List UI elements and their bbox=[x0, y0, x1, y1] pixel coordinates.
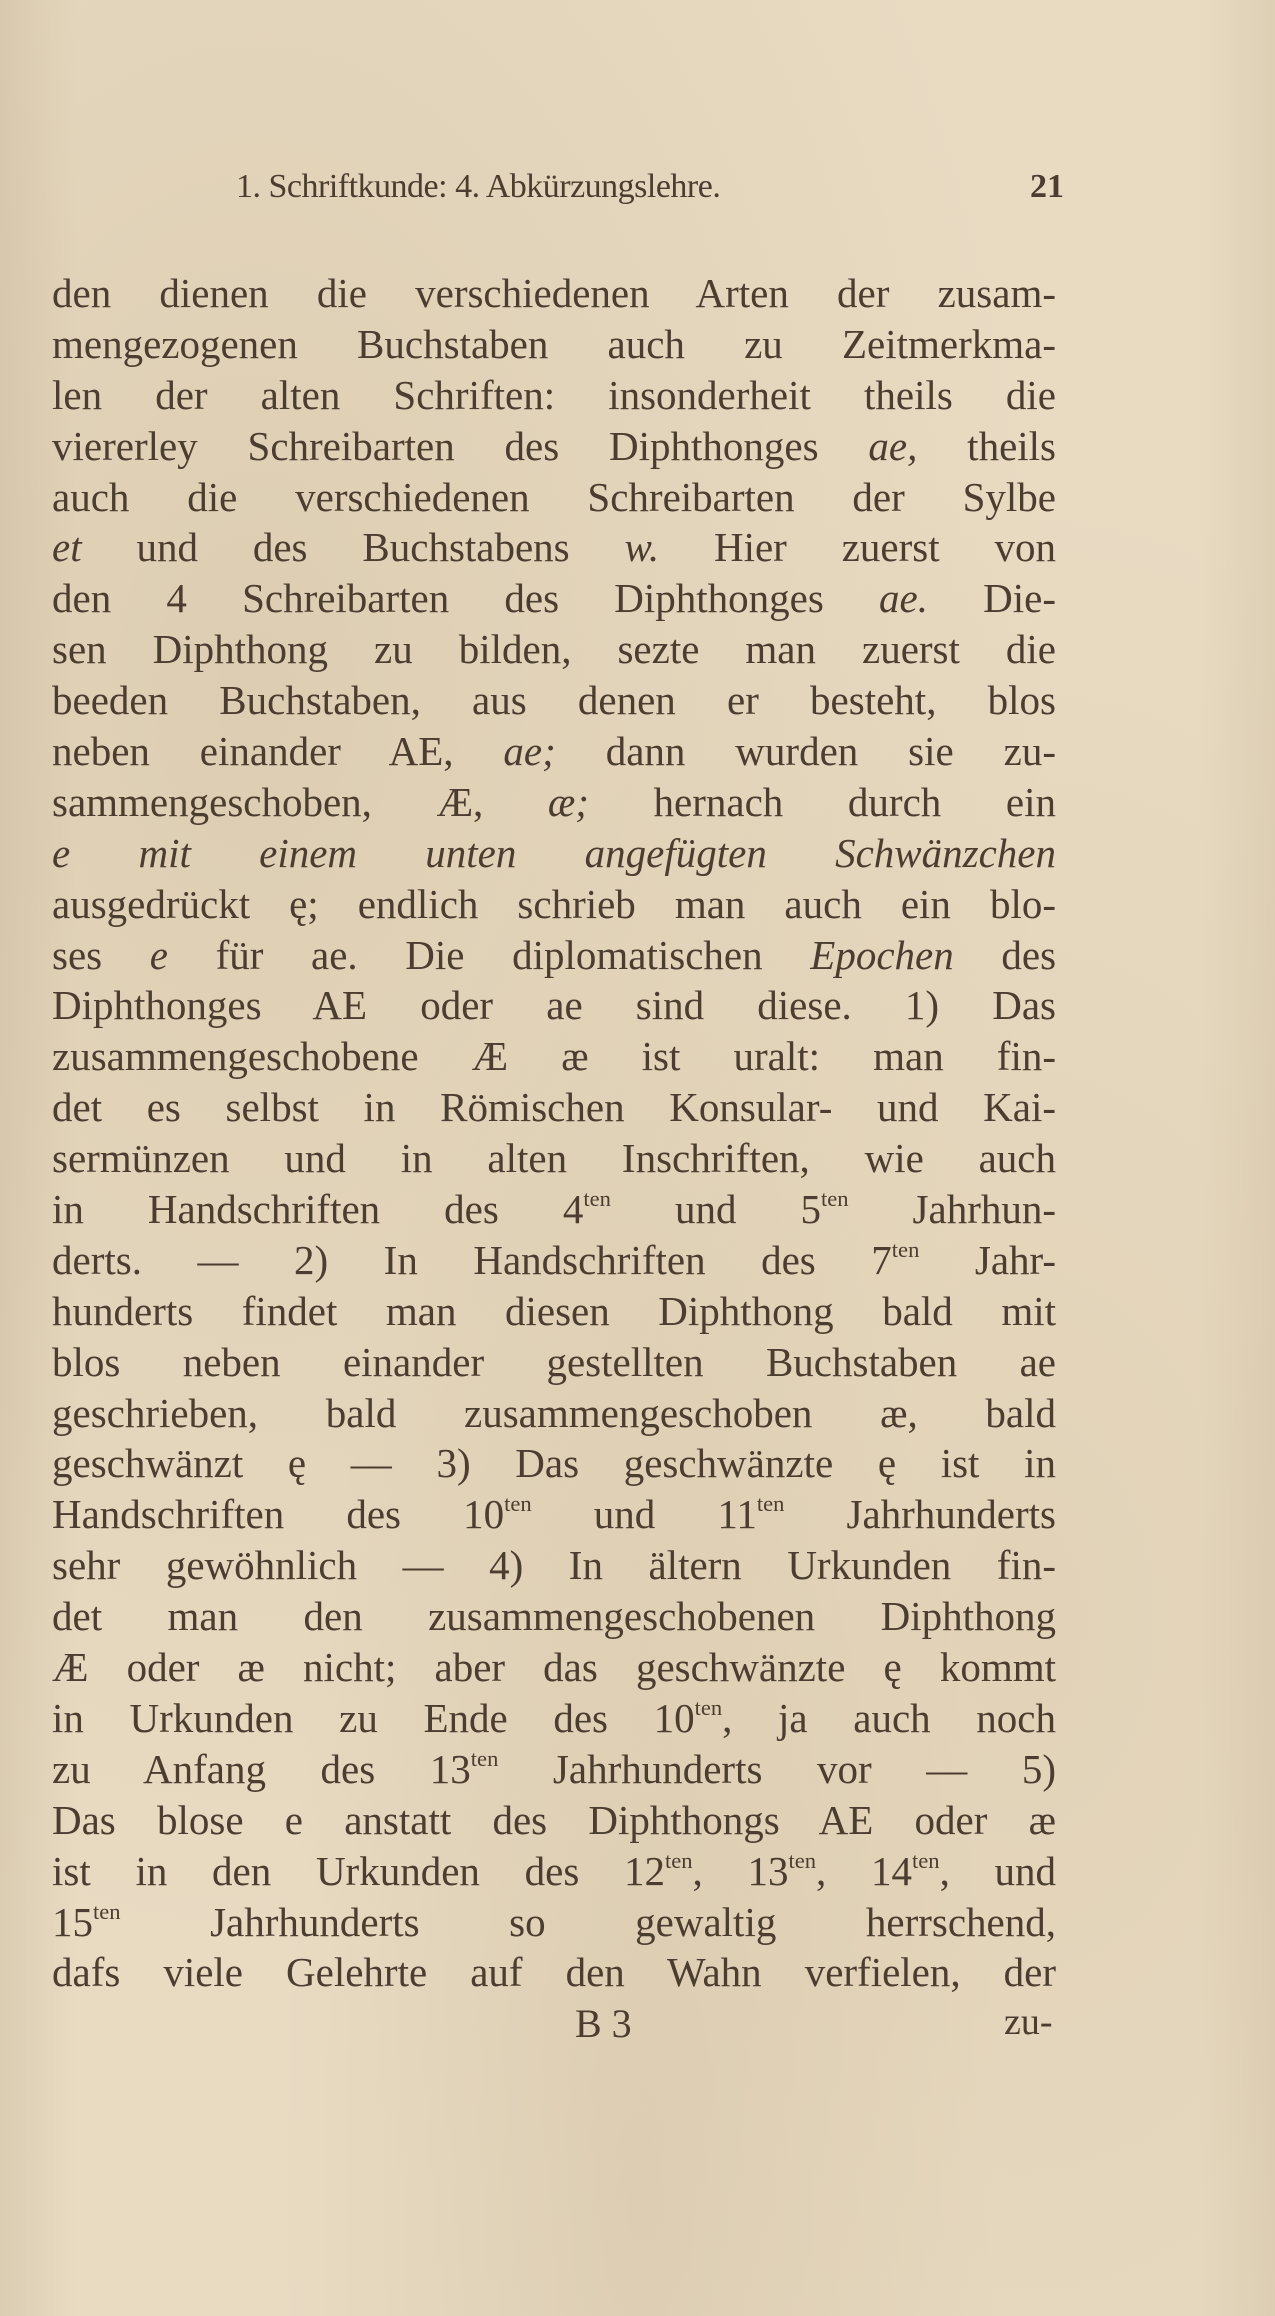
italic-text: æ; bbox=[547, 778, 589, 825]
text-run: Jahrhunderts bbox=[784, 1491, 1056, 1538]
superscript: ten bbox=[93, 1898, 121, 1924]
text-run: mengezogenen Buchstaben auch zu Zeitmerkma- bbox=[52, 320, 1056, 367]
text-run: , 14 bbox=[816, 1847, 913, 1894]
text-line bbox=[52, 1438, 1056, 1489]
text-run: sen Diphthong zu bilden, sezte man zuerst die bbox=[52, 626, 1056, 673]
superscript: ten bbox=[664, 1847, 693, 1873]
text-run: blos neben einander gestellten Buchstaben ae bbox=[52, 1338, 1056, 1385]
text-run: Diphthonges AE oder ae sind diese. 1) Das bbox=[52, 982, 1056, 1029]
text-run: theils bbox=[917, 422, 1057, 469]
text-run: , ja auch noch bbox=[722, 1694, 1056, 1741]
superscript: ten bbox=[788, 1847, 817, 1873]
text-line bbox=[52, 1693, 1056, 1744]
text-run: und 11 bbox=[531, 1491, 757, 1538]
text-run: des bbox=[953, 931, 1057, 978]
text-line bbox=[52, 1031, 1056, 1082]
superscript: ten bbox=[912, 1847, 940, 1873]
text-run: 15 bbox=[52, 1898, 93, 1945]
text-line bbox=[52, 1235, 1056, 1286]
text-run: det man den zusammengeschobenen Diphthong bbox=[52, 1593, 1056, 1640]
text-run: Hier zuerst von bbox=[659, 524, 1056, 571]
text-run: len der alten Schriften: insonderheit theils die bbox=[52, 371, 1056, 418]
superscript: ten bbox=[694, 1695, 723, 1721]
text-run: in Urkunden zu Ende des 10 bbox=[52, 1694, 695, 1741]
text-line bbox=[52, 675, 1056, 726]
text-run: sehr gewöhnlich — 4) In ältern Urkunden fin- bbox=[52, 1542, 1056, 1589]
text-run: Die- bbox=[927, 575, 1057, 622]
text-line bbox=[52, 1133, 1056, 1184]
superscript: ten bbox=[756, 1491, 785, 1517]
text-line bbox=[52, 879, 1056, 930]
text-run: neben einander AE, bbox=[52, 728, 504, 775]
text-line bbox=[52, 421, 1056, 472]
text-line bbox=[52, 828, 1056, 879]
text-run: det es selbst in Römischen Konsular- und Kai- bbox=[52, 1084, 1056, 1131]
italic-text: et bbox=[52, 524, 82, 571]
text-run: und 5 bbox=[610, 1186, 821, 1233]
italic-text: e mit einem unten angefügten Schwänzchen bbox=[52, 829, 1056, 876]
page-number: 21 bbox=[1030, 168, 1064, 205]
text-run: beeden Buchstaben, aus denen er besteht, blos bbox=[52, 677, 1056, 724]
body-text bbox=[52, 268, 1056, 1998]
text-line bbox=[52, 1744, 1056, 1795]
text-run: , und bbox=[939, 1847, 1057, 1894]
text-line bbox=[52, 1082, 1056, 1133]
running-title: 1. Schriftkunde: 4. Abkürzungslehre. bbox=[236, 168, 721, 205]
text-run: ausgedrückt ę; endlich schrieb man auch ein blo- bbox=[52, 880, 1056, 927]
text-line bbox=[52, 1897, 1056, 1948]
text-run: und des Buchstabens bbox=[81, 524, 625, 571]
text-line bbox=[52, 319, 1056, 370]
text-line bbox=[52, 1489, 1056, 1540]
text-run: zusammengeschobene Æ æ ist uralt: man fin- bbox=[52, 1033, 1056, 1080]
text-line bbox=[52, 370, 1056, 421]
text-line bbox=[52, 1388, 1056, 1439]
text-run: , 13 bbox=[692, 1847, 789, 1894]
text-run: ses bbox=[52, 931, 150, 978]
text-line bbox=[52, 1947, 1056, 1998]
text-run: viererley Schreibarten des Diphthonges bbox=[52, 422, 869, 469]
text-line bbox=[52, 930, 1056, 981]
text-run: den dienen die verschiedenen Arten der zusam- bbox=[52, 270, 1056, 316]
text-line bbox=[52, 573, 1056, 624]
text-run: Jahrhun- bbox=[848, 1186, 1056, 1233]
text-run: Jahr- bbox=[919, 1236, 1057, 1283]
text-run: sammengeschoben, Æ, bbox=[52, 778, 548, 825]
catchword: zu- bbox=[1004, 2001, 1053, 2043]
text-run: auch die verschiedenen Schreibarten der Sylbe bbox=[52, 473, 1056, 520]
text-line bbox=[52, 1540, 1056, 1591]
text-run: Jahrhunderts vor — 5) bbox=[498, 1745, 1056, 1792]
text-run: Das blose e anstatt des Diphthongs AE oder æ bbox=[52, 1796, 1056, 1843]
text-line bbox=[52, 1286, 1056, 1337]
italic-text: ae; bbox=[503, 728, 556, 775]
text-run: Jahrhunderts so gewaltig herrschend, bbox=[120, 1898, 1056, 1945]
text-run: in Handschriften des 4 bbox=[52, 1186, 584, 1233]
text-line bbox=[52, 980, 1056, 1031]
italic-text: e bbox=[149, 931, 168, 978]
signature-mark: B 3 bbox=[575, 2001, 632, 2046]
italic-text: ae. bbox=[879, 575, 928, 622]
text-line bbox=[52, 1184, 1056, 1235]
text-run: dafs viele Gelehrte auf den Wahn verfielen, der bbox=[52, 1949, 1056, 1996]
text-line bbox=[52, 624, 1056, 675]
text-line bbox=[52, 1591, 1056, 1642]
superscript: ten bbox=[504, 1491, 532, 1517]
text-line bbox=[52, 726, 1056, 777]
text-line bbox=[52, 268, 1056, 319]
superscript: ten bbox=[470, 1745, 499, 1771]
text-line bbox=[52, 777, 1056, 828]
text-run: hernach durch ein bbox=[588, 778, 1057, 825]
text-run: dann wurden sie zu- bbox=[555, 728, 1056, 775]
text-run: sermünzen und in alten Inschriften, wie auch bbox=[52, 1135, 1056, 1182]
text-run: zu Anfang des 13 bbox=[52, 1745, 471, 1792]
text-run: geschrieben, bald zusammengeschoben æ, bald bbox=[52, 1389, 1056, 1436]
superscript: ten bbox=[820, 1186, 849, 1212]
text-line bbox=[52, 1795, 1056, 1846]
text-run: Æ oder æ nicht; aber das geschwänzte ę kommt bbox=[52, 1644, 1056, 1691]
italic-text: Epochen bbox=[810, 931, 954, 978]
running-header bbox=[236, 168, 1064, 216]
text-line bbox=[52, 1642, 1056, 1693]
italic-text: w. bbox=[624, 524, 660, 571]
italic-text: ae, bbox=[868, 422, 918, 469]
superscript: ten bbox=[891, 1237, 920, 1263]
text-run: geschwänzt ę — 3) Das geschwänzte ę ist in bbox=[52, 1440, 1056, 1487]
text-run: derts. — 2) In Handschriften des 7 bbox=[52, 1236, 892, 1283]
text-run: für ae. Die diplomatischen bbox=[167, 931, 811, 978]
text-run: hunderts findet man diesen Diphthong bald mit bbox=[52, 1287, 1056, 1334]
superscript: ten bbox=[583, 1186, 611, 1212]
text-line bbox=[52, 472, 1056, 523]
text-line bbox=[52, 1337, 1056, 1388]
text-run: Handschriften des 10 bbox=[52, 1491, 505, 1538]
text-line bbox=[52, 1846, 1056, 1897]
text-run: den 4 Schreibarten des Diphthonges bbox=[52, 575, 880, 622]
text-line bbox=[52, 522, 1056, 573]
text-run: ist in den Urkunden des 12 bbox=[52, 1847, 665, 1894]
